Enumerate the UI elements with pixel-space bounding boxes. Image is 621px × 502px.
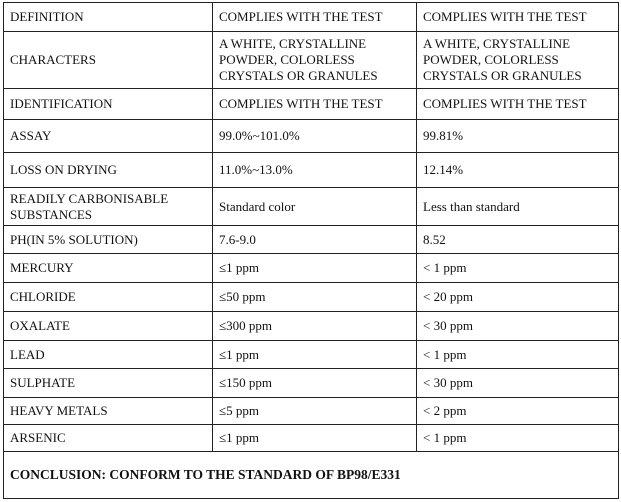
- table-row: [4, 3, 619, 32]
- table-row: [4, 312, 619, 341]
- result-cell: < 1 ppm: [417, 254, 619, 283]
- test-name-cell: SULPHATE: [4, 369, 213, 398]
- result-cell: COMPLIES WITH THE TEST: [417, 3, 619, 32]
- result-cell: A WHITE, CRYSTALLINE POWDER, COLORLESS CRYSTALS OR GRANULES: [417, 32, 619, 89]
- test-name-cell: DEFINITION: [4, 3, 213, 32]
- table-row: [4, 369, 619, 398]
- table-row: [4, 341, 619, 369]
- result-cell: Less than standard: [417, 188, 619, 226]
- standard-cell: COMPLIES WITH THE TEST: [213, 89, 417, 120]
- specification-table: [3, 2, 619, 499]
- table-row: [4, 226, 619, 254]
- table-row: [4, 188, 619, 226]
- result-cell: < 30 ppm: [417, 369, 619, 398]
- standard-cell: 7.6-9.0: [213, 226, 417, 254]
- test-name-cell: HEAVY METALS: [4, 398, 213, 425]
- standard-cell: 11.0%~13.0%: [213, 153, 417, 188]
- test-name-cell: PH(IN 5% SOLUTION): [4, 226, 213, 254]
- standard-cell: ≤50 ppm: [213, 283, 417, 312]
- test-name-cell: OXALATE: [4, 312, 213, 341]
- table-row: [4, 89, 619, 120]
- test-name-cell: LEAD: [4, 341, 213, 369]
- standard-cell: A WHITE, CRYSTALLINE POWDER, COLORLESS CRYSTALS OR GRANULES: [213, 32, 417, 89]
- result-cell: 8.52: [417, 226, 619, 254]
- result-cell: < 2 ppm: [417, 398, 619, 425]
- standard-cell: Standard color: [213, 188, 417, 226]
- table-row: [4, 120, 619, 153]
- result-cell: < 30 ppm: [417, 312, 619, 341]
- table-row: [4, 398, 619, 425]
- conclusion-text: CONCLUSION: CONFORM TO THE STANDARD OF BP98/E331: [4, 452, 619, 499]
- result-cell: < 20 ppm: [417, 283, 619, 312]
- conclusion-row: [4, 452, 619, 499]
- test-name-cell: CHLORIDE: [4, 283, 213, 312]
- test-name-cell: ASSAY: [4, 120, 213, 153]
- result-cell: < 1 ppm: [417, 425, 619, 452]
- standard-cell: ≤1 ppm: [213, 254, 417, 283]
- table-row: [4, 153, 619, 188]
- standard-cell: ≤5 ppm: [213, 398, 417, 425]
- standard-cell: COMPLIES WITH THE TEST: [213, 3, 417, 32]
- table-row: [4, 254, 619, 283]
- standard-cell: 99.0%~101.0%: [213, 120, 417, 153]
- table-row: [4, 425, 619, 452]
- table-row: [4, 283, 619, 312]
- test-name-cell: IDENTIFICATION: [4, 89, 213, 120]
- standard-cell: ≤150 ppm: [213, 369, 417, 398]
- test-name-cell: MERCURY: [4, 254, 213, 283]
- result-cell: COMPLIES WITH THE TEST: [417, 89, 619, 120]
- standard-cell: ≤300 ppm: [213, 312, 417, 341]
- result-cell: < 1 ppm: [417, 341, 619, 369]
- standard-cell: ≤1 ppm: [213, 425, 417, 452]
- result-cell: 99.81%: [417, 120, 619, 153]
- specification-sheet: [3, 2, 618, 498]
- test-name-cell: CHARACTERS: [4, 32, 213, 89]
- standard-cell: ≤1 ppm: [213, 341, 417, 369]
- table-row: [4, 32, 619, 89]
- result-cell: 12.14%: [417, 153, 619, 188]
- test-name-cell: READILY CARBONISABLE SUBSTANCES: [4, 188, 213, 226]
- test-name-cell: ARSENIC: [4, 425, 213, 452]
- test-name-cell: LOSS ON DRYING: [4, 153, 213, 188]
